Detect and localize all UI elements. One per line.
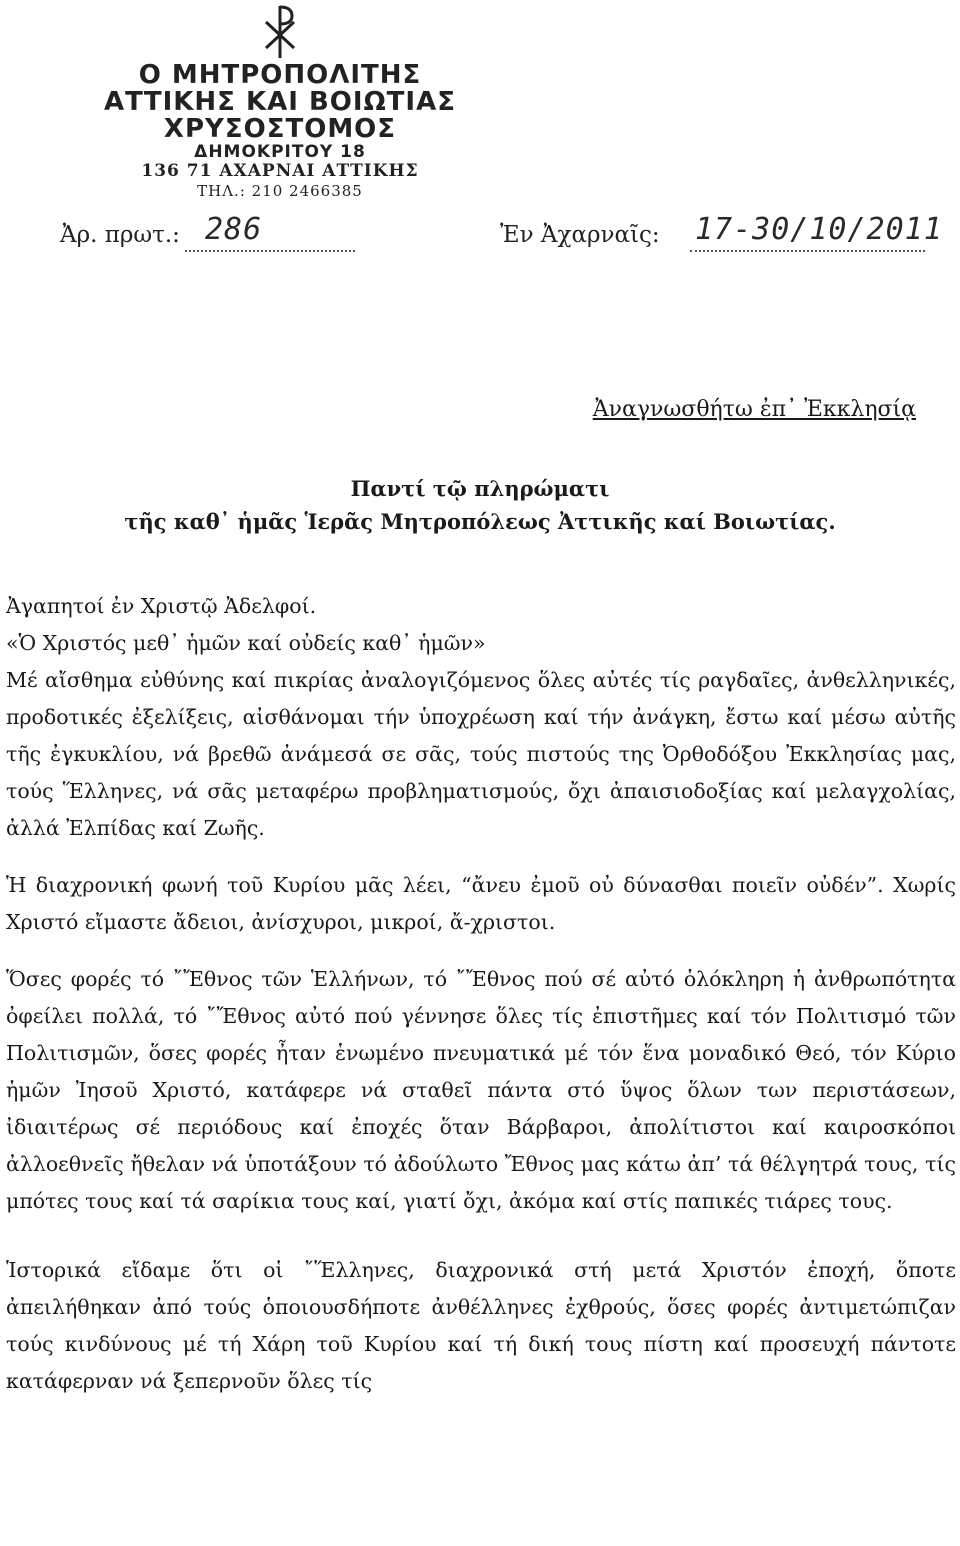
paragraph: Ἱστορικά εἴδαμε ὅτι οἱ ῎Ἕλληνες, διαχρονικά στή μετά Χριστόν ἐποχή, ὅποτε ἀπειλήθηκαν ἀπό τούς ὁποιουσδήποτε ἀνθέλληνες ἐχθρούς, ὅσες φορές ἀντιμετώπιζαν τούς κινδύνους μέ τή Χάρη τοῦ Κυρίου καί τή δική τους πίστη καί προσευχή πάντοτε κατάφερναν νά ξεπερνοῦν ὅλες τίς [6, 1258, 956, 1393]
date-dotted-line [690, 250, 925, 252]
place-label: Ἐν Ἀχαρναῖς: [500, 222, 660, 248]
letter-body [6, 588, 956, 1400]
read-note: Ἀναγνωσθήτω ἐπ᾽ Ἐκκλησίᾳ [592, 397, 916, 422]
paragraph: Μέ αἴσθημα εὐθύνης καί πικρίας ἀναλογιζόμενος ὅλες αὐτές τίς ραγδαῖες, ἀνθελληνικές, προδοτικές ἐξελίξεις, αἰσθάνομαι τήν ὑποχρέωση καί τήν ἀνάγκη, ἔστω καί μέσω αὐτῆς τῆς ἐγκυκλίου, νά βρεθῶ ἀνάμεσά σε σᾶς, τούς πιστούς της Ὀρθοδόξου Ἐκκλησίας μας, τούς Ἕλληνες, νά σᾶς μεταφέρω προβληματισμούς, ὄχι ἀπαισιοδοξίας καί μελαγχολίας, ἀλλά Ἐλπίδας καί Ζωῆς. [6, 668, 956, 840]
letterhead-phone: ΤΗΛ.: 210 2466385 [197, 182, 363, 200]
letterhead-title-line2: ΑΤΤΙΚΗΣ ΚΑΙ ΒΟΙΩΤΙΑΣ [104, 87, 456, 117]
protocol-number: 286 [205, 212, 263, 247]
letterhead-street: ΔΗΜΟΚΡΙΤΟΥ 18 [194, 142, 366, 162]
addressee-line2: τῆς καθ᾽ ἡμᾶς Ἱερᾶς Μητροπόλεως Ἀττικῆς καί Βοιωτίας. [124, 509, 836, 534]
date-value: 17-30/10/2011 [695, 212, 943, 247]
chi-rho-icon [258, 2, 302, 60]
addressee [0, 472, 960, 538]
salutation: Ἀγαπητοί ἐν Χριστῷ Ἀδελφοί. [6, 594, 317, 618]
letterhead-title-line1: Ο ΜΗΤΡΟΠΟΛΙΤΗΣ [138, 60, 422, 90]
letterhead-title-line3: ΧΡΥΣΟΣΤΟΜΟΣ [163, 114, 397, 144]
letterhead [100, 0, 460, 199]
paragraph: Ἡ διαχρονική φωνή τοῦ Κυρίου μᾶς λέει, “ἄνευ ἐμοῦ οὐ δύνασθαι ποιεῖν οὐδέν”. Χωρίς Χριστό εἴμαστε ἄδειοι, ἀνίσχυροι, μικροί, ἄ-χριστοι. [6, 873, 956, 934]
motto: «Ὁ Χριστός μεθ᾽ ἡμῶν καί οὐδείς καθ᾽ ἡμῶν» [6, 631, 486, 655]
protocol-dotted-line [185, 250, 355, 252]
paragraph: Ὅσες φορές τό ῎Ἔθνος τῶν Ἑλλήνων, τό ῎Ἔθνος πού σέ αὐτό ὁλόκληρη ἡ ἀνθρωπότητα ὀφείλει πολλά, τό ῎Ἔθνος αὐτό πού γέννησε ὅλες τίς ἐπιστῆμες καί τόν Πολιτισμό τῶν Πολιτισμῶν, ὅσες φορές ἦταν ἑνωμένο πνευματικά μέ τόν ἕνα μοναδικό Θεό, τόν Κύριο ἡμῶν Ἰησοῦ Χριστό, κατάφερε νά σταθεῖ πάντα στό ὕψος ὅλων των περιστάσεων, ἰδιαιτέρως σέ περιόδους καί ἐποχές ὅταν Βάρβαροι, ἀπολίτιστοι καί καιροσκόποι ἀλλοεθνεῖς ἤθελαν νά ὑποτάξουν τό ἀδούλωτο Ἔθνος μας κάτω ἀπ’ τά θέλγητρά τους, τίς μπότες τους καί τά σαρίκια τους καί, γιατί ὄχι, ἀκόμα καί στίς παπικές τιάρες τους. [6, 967, 956, 1213]
protocol-label: Ἀρ. πρωτ.: [60, 222, 180, 248]
letterhead-city: 136 71 ΑΧΑΡΝΑΙ ΑΤΤΙΚΗΣ [141, 161, 419, 181]
addressee-line1: Παντί τῷ πληρώματι [350, 476, 610, 501]
reference-row [60, 210, 943, 260]
